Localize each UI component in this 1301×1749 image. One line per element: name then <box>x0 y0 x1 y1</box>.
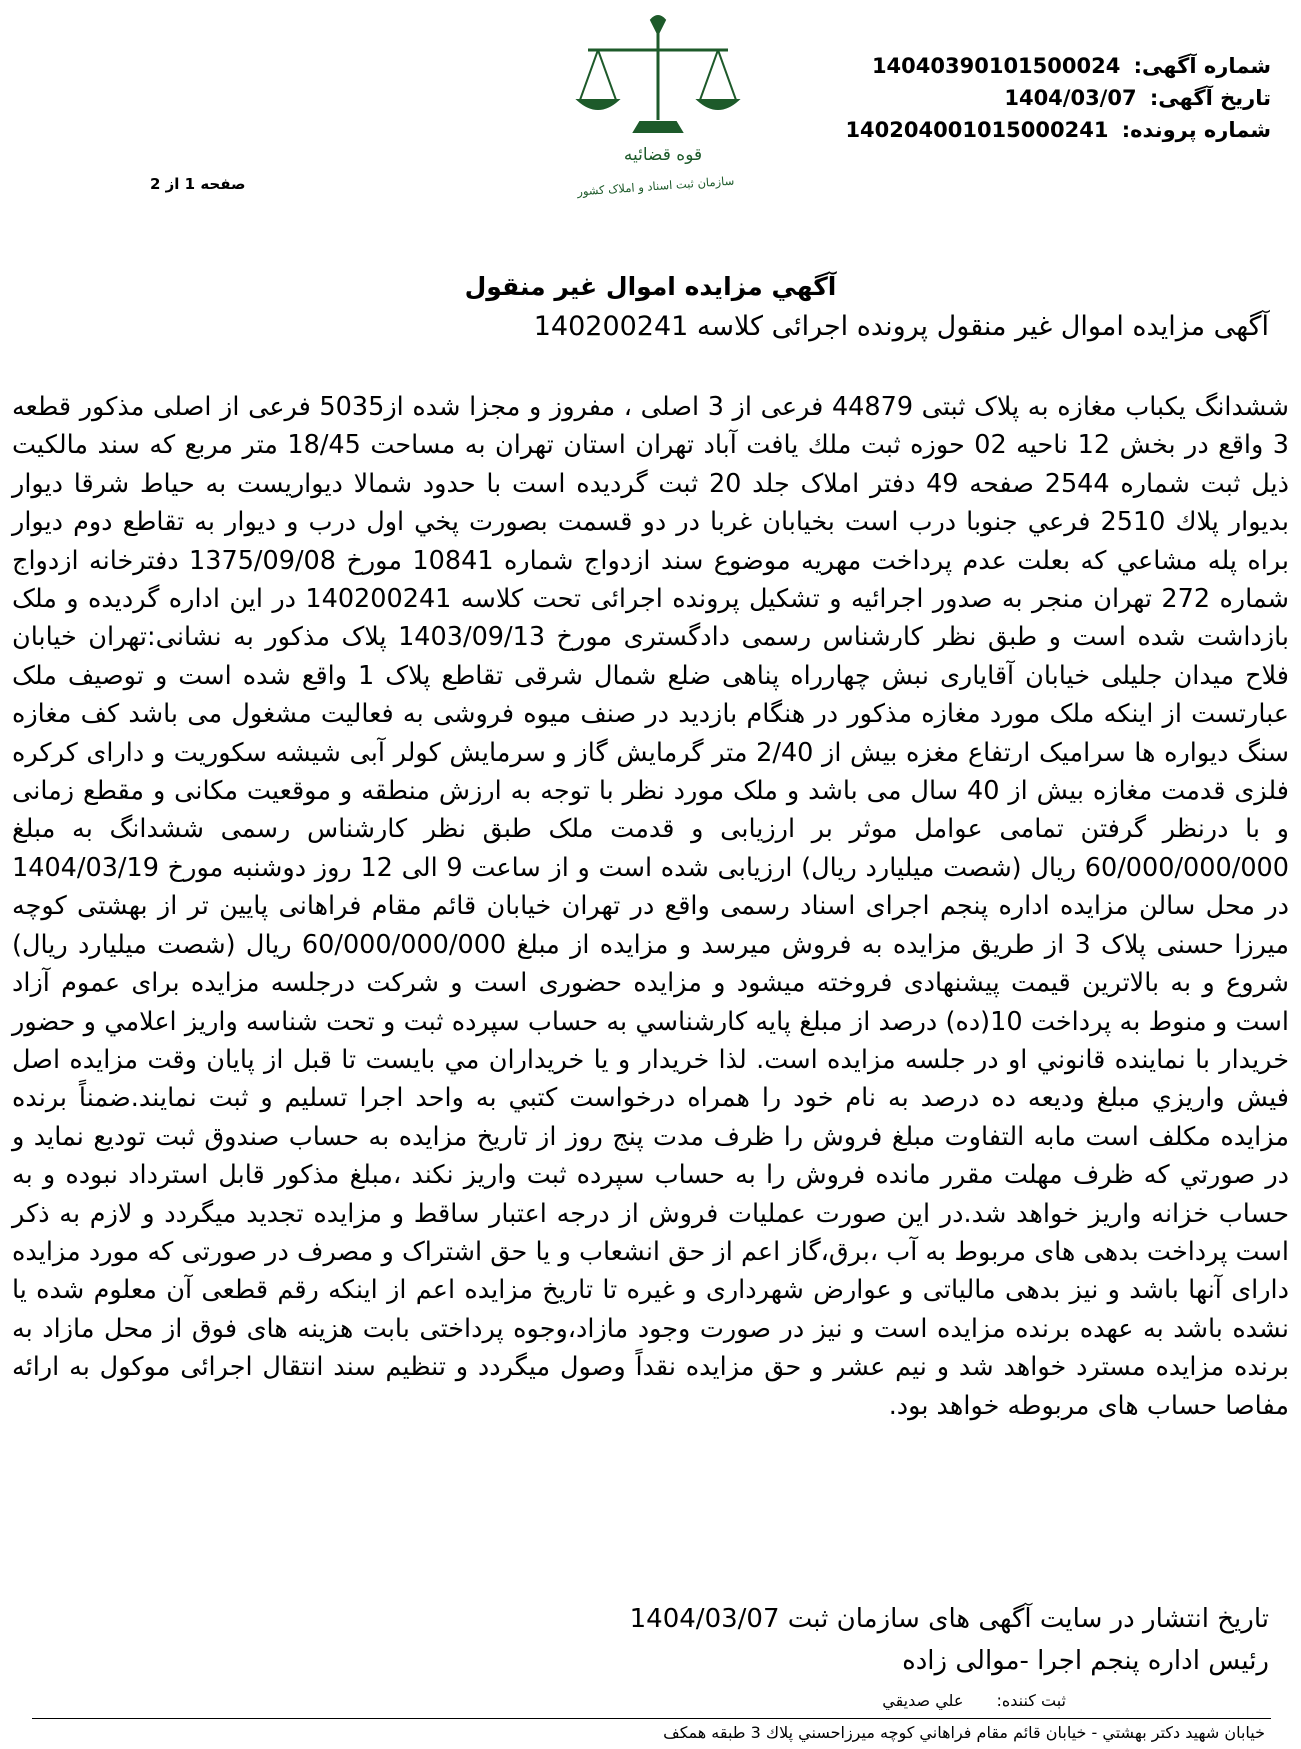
ad-date: 1404/03/07 <box>1004 86 1137 110</box>
publish-date-line: تاریخ انتشار در سایت آگهی های سازمان ثبت 1404/03/07 <box>629 1604 1269 1634</box>
case-number-row <box>801 114 1271 146</box>
judiciary-emblem-logo <box>568 10 748 210</box>
ad-number-label: شماره آگهی: <box>1133 54 1271 78</box>
footer-divider <box>32 1718 1271 1719</box>
ad-metadata <box>801 50 1271 146</box>
footer-lines <box>630 1598 1269 1682</box>
page-number: صفحه 1 از 2 <box>150 175 246 193</box>
ad-date-row <box>801 82 1271 114</box>
document-heading: آگهي مزايده اموال غير منقول <box>464 272 837 301</box>
ad-date-label: تاریخ آگهی: <box>1149 86 1271 110</box>
case-number: 140204001015000241 <box>845 118 1109 142</box>
logo-line1-text: قوه قضائیه <box>623 145 703 165</box>
logo-line2-text: سازمان ثبت اسناد و املاک کشور <box>576 173 735 199</box>
case-number-label: شماره پرونده: <box>1121 118 1271 142</box>
signature-line: رئیس اداره پنجم اجرا -موالی زاده <box>902 1646 1269 1676</box>
ad-number: 14040390101500024 <box>871 54 1121 78</box>
document-subheading: آگهی مزایده اموال غیر منقول پرونده اجرائی کلاسه 140200241 <box>533 311 1269 342</box>
registrar <box>882 1691 1066 1710</box>
ad-number-row <box>801 50 1271 82</box>
registrar-name: علي صديقي <box>882 1691 964 1710</box>
registrar-label: ثبت کننده: <box>996 1691 1066 1710</box>
office-address: خيابان شهيد دكتر بهشتي - خيابان قائم مقام فراهاني كوچه ميرزاحسني پلاك 3 طبقه همكف <box>663 1723 1265 1742</box>
notice-body-text: ششدانگ یکباب مغازه به پلاک ثبتی 44879 فرعی از 3 اصلی ، مفروز و مجزا شده از5035 فرعی از اصلی مذکور قطعه 3 واقع در بخش 12 ناحیه 02 حوزه ثبت ملك يافت آباد تهران استان تهران به مساحت 18/45 متر مربع که سند مالکیت ذیل ثبت شماره 2544 صفحه 49 دفتر املاک جلد 20 ثبت گردیده است با حدود شمالا ديواريست به حياط شرقا ديوار بديوار پلاك 2510 فرعي جنوبا درب است بخيابان غربا در دو قسمت بصورت پخي اول درب و ديوار به تقاطع دوم ديوار براه پله مشاعي که بعلت عدم پرداخت مهریه موضوع سند ازدواج شماره 10841 مورخ 1375/09/08 دفترخانه ازدواج شماره 272 تهران منجر به صدور اجرائیه و تشکیل پرونده اجرائی تحت کلاسه 140200241 در این اداره گردیده و ملک بازداشت شده است و طبق نظر کارشناس رسمی دادگستری مورخ 1403/09/13 پلاک مذکور به نشانی:تهران خیابان فلاح میدان جلیلی خیابان آقایاری نبش چهارراه پناهی ضلع شمال شرقی تقاطع پلاک 1 واقع شده است و توصیف ملک عبارتست از اینکه ملک مورد مغازه مذکور در هنگام بازدید در صنف میوه فروشی به فعالیت مشغول می باشد کف مغازه سنگ دیواره ها سرامیک ارتفاع مغزه بیش از 2/40 متر گرمایش گاز و سرمایش کولر آبی شیشه سکوریت و دارای کرکره فلزی قدمت مغازه بیش از 40 سال می باشد و ملک مورد نظر با توجه به ارزش منطقه و موقعیت مکانی و مقطع زمانی و با درنظر گرفتن تمامی عوامل موثر بر ارزیابی و قدمت ملک طبق نظر کارشناس رسمی ششدانگ به مبلغ 60/000/000/000 ریال (شصت میلیارد ریال) ارزیابی شده است و از ساعت 9 الی 12 روز دوشنبه مورخ 1404/03/19 در محل سالن مزایده اداره پنجم اجرای اسناد رسمی واقع در تهران خیابان قائم مقام فراهانی پایین تر از بهشتی کوچه میرزا حسنی پلاک 3 از طریق مزایده به فروش میرسد و مزایده از مبلغ 60/000/000/000 ریال (شصت میلیارد ریال) شروع و به بالاترین قیمت پیشنهادی فروخته میشود و مزایده حضوری است و شرکت درجلسه مزایده برای عموم آزاد است و منوط به پرداخت 10(ده) درصد از مبلغ پایه کارشناسي به حساب سپرده ثبت و تحت شناسه واریز اعلامي و حضور خريدار با نماينده قانوني او در جلسه مزايده است. لذا خريدار و يا خريداران مي بايست تا قبل از پايان وقت مزايده اصل فيش واريزي مبلغ وديعه ده درصد به نام خود را همراه درخواست کتبي به واحد اجرا تسليم و ثبت نمايند.ضمناً برنده مزايده مكلف است مابه التفاوت مبلغ فروش را ظرف مدت پنج روز از تاريخ مزايده به حساب صندوق ثبت توديع نمايد و در صورتي كه ظرف مهلت مقرر مانده فروش را به حساب سپرده ثبت واریز نکند ،مبلغ مذکور قابل استرداد نبوده و به حساب خزانه واریز خواهد شد.در این صورت عملیات فروش از درجه اعتبار ساقط و مزایده تجدید میگردد و لازم به ذکر است پرداخت بدهی های مربوط به آب ،برق،گاز اعم از حق انشعاب و یا حق اشتراک و مصرف در صورتی که مورد مزایده دارای آنها باشد و نیز بدهی مالیاتی و عوارض شهرداری و غیره تا تاریخ مزایده اعم از اینکه رقم قطعی آن معلوم شده یا نشده باشد به عهده برنده مزایده است و نیز در صورت وجود مازاد،وجوه پرداختی بابت هزینه های فوق از محل مازاد به برنده مزایده مسترد خواهد شد و نیم عشر و حق مزایده نقداً وصول میگردد و تنظیم سند انتقال اجرائی موکول به ارائه مفاصا حساب های مربوطه خواهد بود. <box>12 392 1290 1421</box>
